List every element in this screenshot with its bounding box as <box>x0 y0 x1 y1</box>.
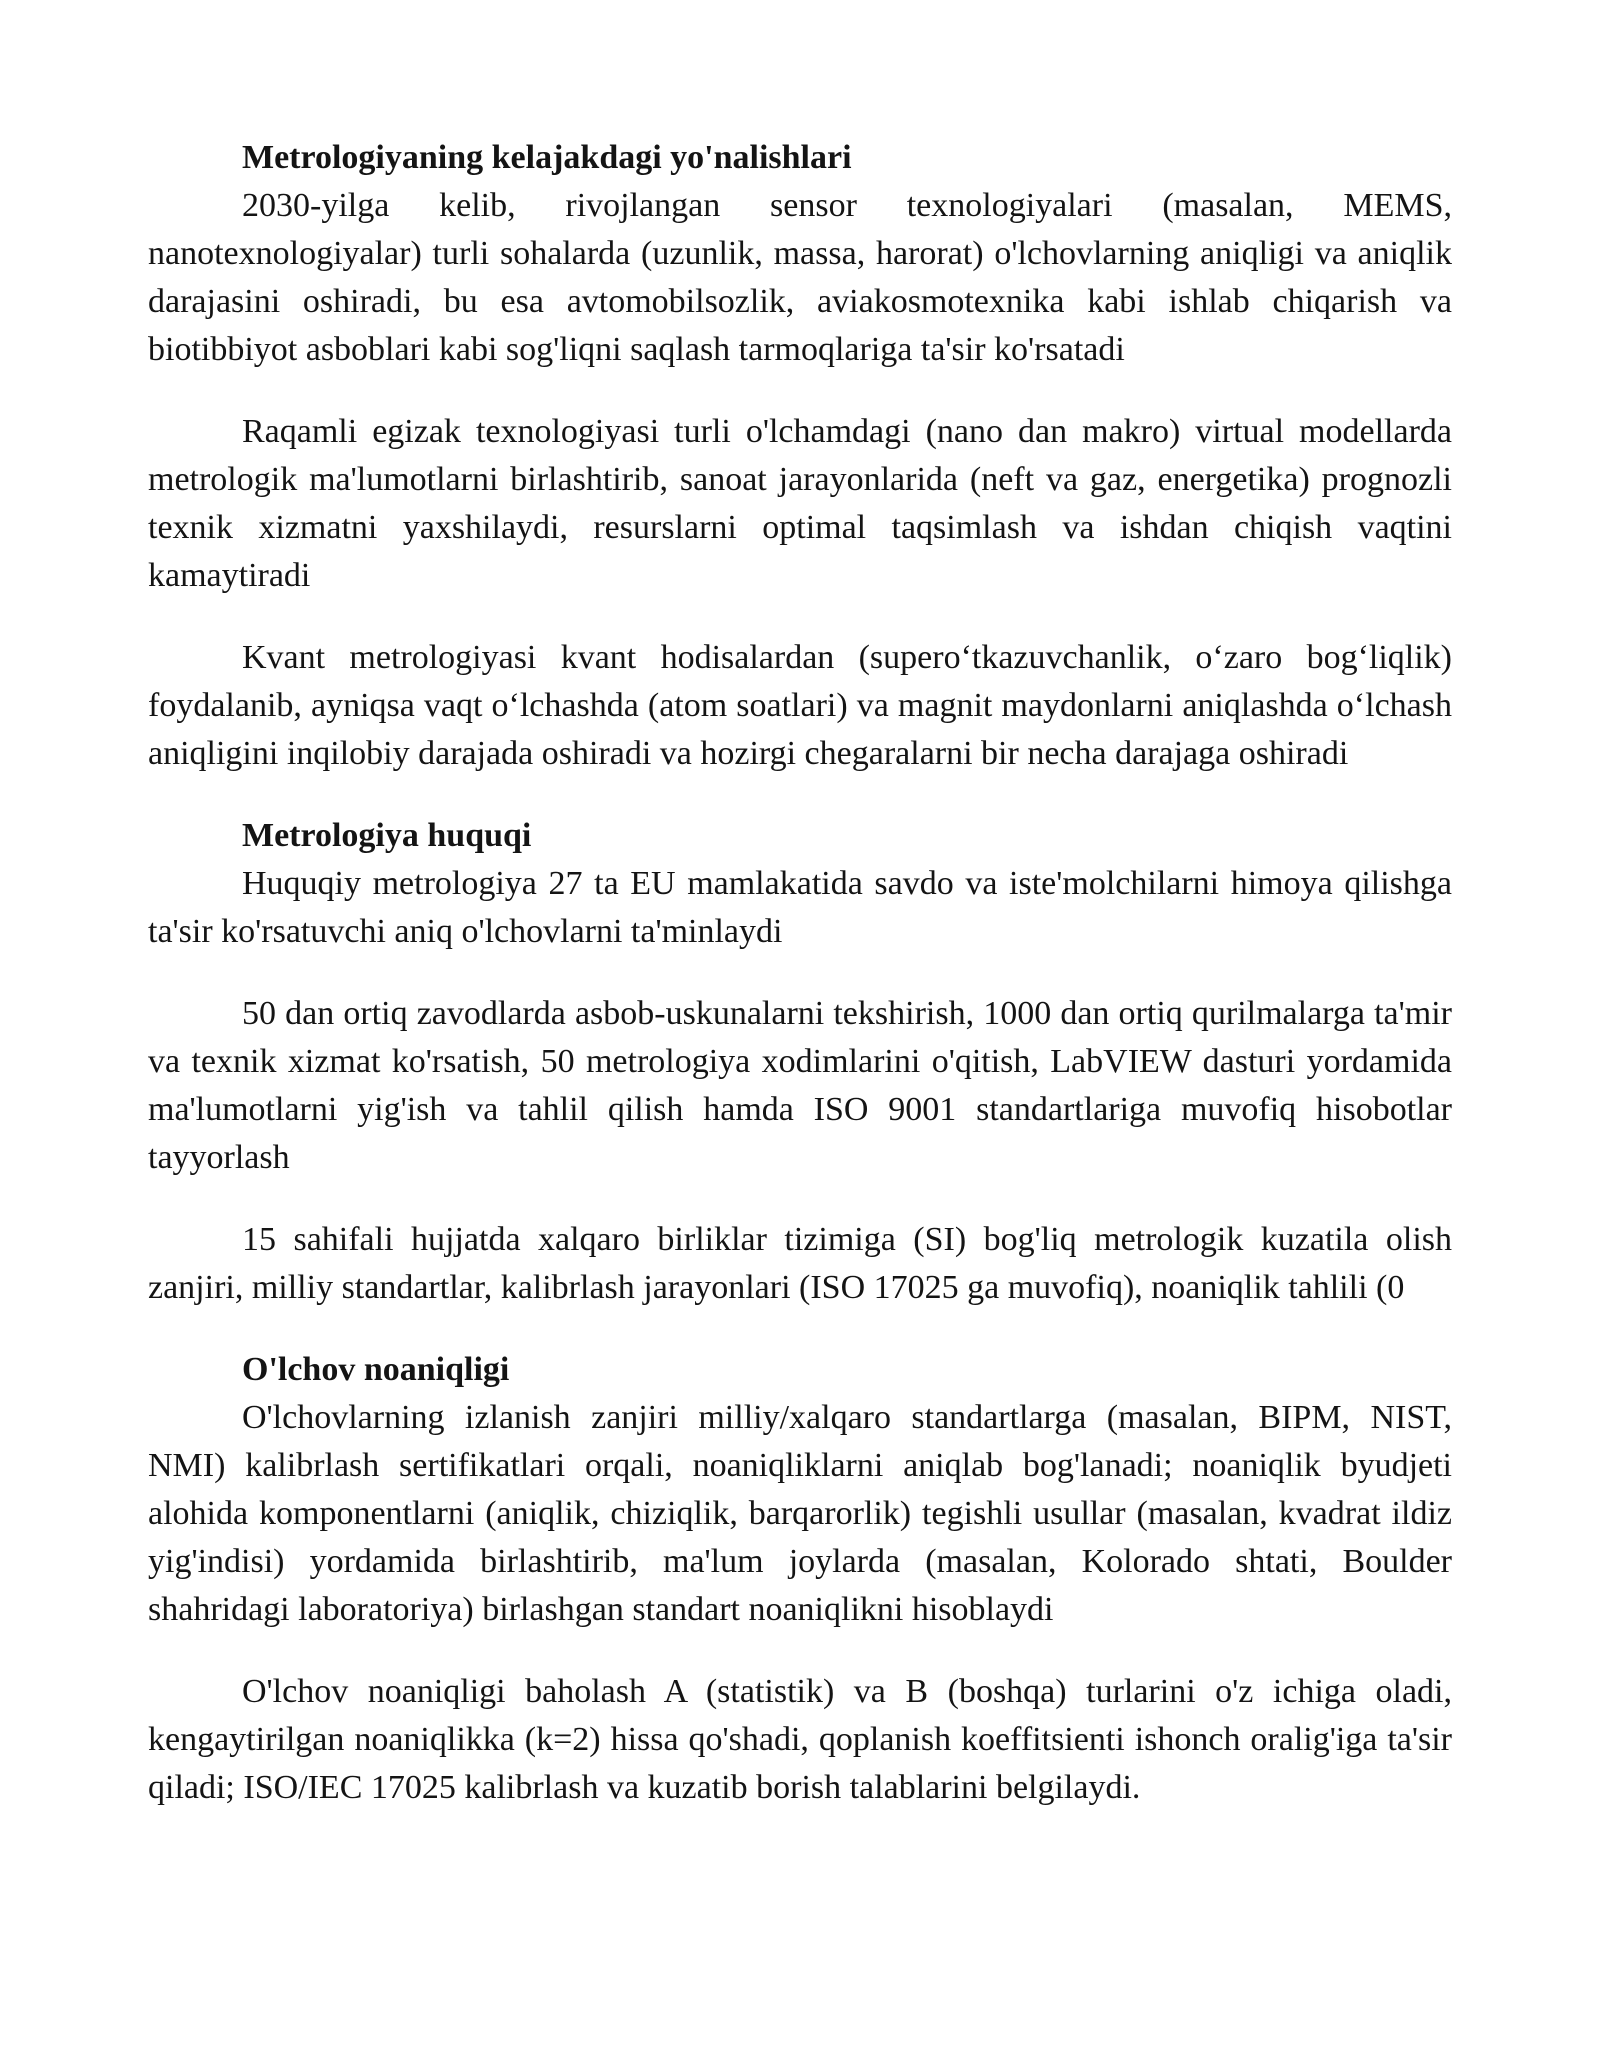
paragraph: Kvant metrologiyasi kvant hodisalardan (supero‘tkazuvchanlik, o‘zaro bog‘liqlik) foydalanib, ayniqsa vaqt o‘lchashda (atom soatlari) va magnit maydonlarni aniqlashda o‘lchash aniqligini inqilobiy darajada oshiradi va hozirgi chegaralarni bir necha darajaga oshiradi <box>148 639 1452 772</box>
paragraph: Raqamli egizak texnologiyasi turli o'lchamdagi (nano dan makro) virtual modellarda metrologik ma'lumotlarni birlashtirib, sanoat jarayonlarida (neft va gaz, energetika) prognozli texnik xizmatni yaxshilaydi, resurslarni optimal taqsimlash va ishdan chiqish vaqtini kamaytiradi <box>148 413 1452 594</box>
section-future-directions <box>148 134 1452 778</box>
paragraph: O'lchov noaniqligi baholash A (statistik) va B (boshqa) turlarini o'z ichiga oladi, kengaytirilgan noaniqlikka (k=2) hissa qo'shadi, qoplanish koeffitsienti ishonch oralig'iga ta'sir qiladi; ISO/IEC 17025 kalibrlash va kuzatib borish talablarini belgilaydi. <box>148 1673 1452 1806</box>
section-metrology-law <box>148 812 1452 1312</box>
section-heading: Metrologiyaning kelajakdagi yo'nalishlari <box>242 139 852 176</box>
section-heading: Metrologiya huquqi <box>242 817 532 854</box>
paragraph: 15 sahifali hujjatda xalqaro birliklar tizimiga (SI) bog'liq metrologik kuzatila olish zanjiri, milliy standartlar, kalibrlash jarayonlari (ISO 17025 ga muvofiq), noaniqlik tahlili (0 <box>148 1221 1452 1306</box>
document-page <box>148 134 1452 1812</box>
section-measurement-uncertainty <box>148 1346 1452 1812</box>
paragraph: O'lchovlarning izlanish zanjiri milliy/xalqaro standartlarga (masalan, BIPM, NIST, NMI) kalibrlash sertifikatlari orqali, noaniqliklarni aniqlab bog'lanadi; noaniqlik byudjeti alohida komponentlarni (aniqlik, chiziqlik, barqarorlik) tegishli usullar (masalan, kvadrat ildiz yig'indisi) yordamida birlashtirib, ma'lum joylarda (masalan, Kolorado shtati, Boulder shahridagi laboratoriya) birlashgan standart noaniqlikni hisoblaydi <box>148 1399 1452 1628</box>
paragraph: 50 dan ortiq zavodlarda asbob-uskunalarni tekshirish, 1000 dan ortiq qurilmalarga ta'mir va texnik xizmat ko'rsatish, 50 metrologiya xodimlarini o'qitish, LabVIEW dasturi yordamida ma'lumotlarni yig'ish va tahlil qilish hamda ISO 9001 standartlariga muvofiq hisobotlar tayyorlash <box>148 995 1452 1176</box>
paragraph: Huquqiy metrologiya 27 ta EU mamlakatida savdo va iste'molchilarni himoya qilishga ta'sir ko'rsatuvchi aniq o'lchovlarni ta'minlaydi <box>148 865 1452 950</box>
section-heading: O'lchov noaniqligi <box>242 1351 510 1388</box>
paragraph: 2030-yilga kelib, rivojlangan sensor texnologiyalari (masalan, MEMS, nanotexnologiyalar) turli sohalarda (uzunlik, massa, harorat) o'lchovlarning aniqligi va aniqlik darajasini oshiradi, bu esa avtomobilsozlik, aviakosmotexnika kabi ishlab chiqarish va biotibbiyot asboblari kabi sog'liqni saqlash tarmoqlariga ta'sir ko'rsatadi <box>148 187 1452 368</box>
